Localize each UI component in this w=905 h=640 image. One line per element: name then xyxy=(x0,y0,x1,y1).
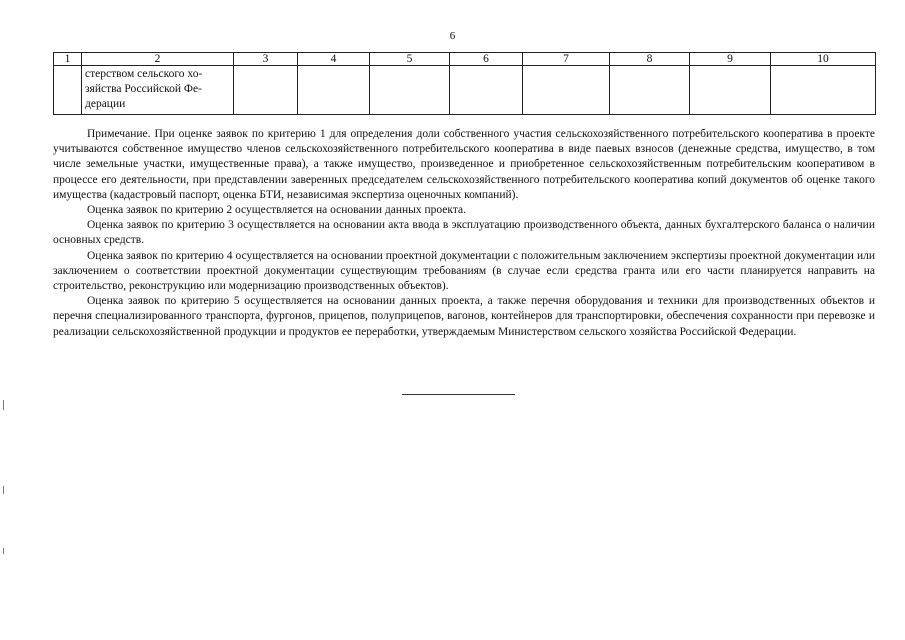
note-paragraph-criterion-4: Оценка заявок по критерию 4 осуществляется на основании проектной документации с положительным заключением экспертизы проектной документации или заключением о соответствии проектной документации существующим требованиям (в случае если средства гранта или его части планируется направить на строительство, реконструкцию или модернизацию производственных объектов). xyxy=(53,249,875,293)
note-paragraph-criterion-1: Примечание. При оценке заявок по критерию 1 для определения доли собственного участия сельскохозяйственного потребительского кооператива в проекте учитываются собственное имущество членов сельскохозяйственного потребительского кооператива в виде паевых взносов (денежные средства, имущество, в том числе земельные участки, имущественные права), а также имущество, произведенное и приобретенное сельскохозяйственным потребительским кооперативом в процессе его деятельности, при представлении заверенных председателем сельскохозяйственного потребительского кооператива копий документов об оценке такого имущества (кадастровый паспорт, оценка БТИ, независимая экспертиза оценочных компаний). xyxy=(53,128,875,201)
column-header: 2 xyxy=(82,53,234,66)
column-header: 9 xyxy=(690,53,771,66)
cell-line: стерством сельского хо- xyxy=(85,68,203,80)
note-paragraph-criterion-3: Оценка заявок по критерию 3 осуществляется на основании акта ввода в эксплуатацию производственного объекта, данных бухгалтерского баланса о наличии основных средств. xyxy=(53,219,875,247)
table-cell xyxy=(54,66,82,115)
scan-margin-mark xyxy=(3,486,4,494)
table-cell xyxy=(370,66,450,115)
column-header: 6 xyxy=(450,53,523,66)
criteria-table xyxy=(53,52,876,115)
table-header-row xyxy=(54,53,876,66)
table-cell xyxy=(298,66,370,115)
column-header: 1 xyxy=(54,53,82,66)
notes-section xyxy=(53,127,875,340)
table-cell xyxy=(234,66,298,115)
table-cell-criterion-text xyxy=(82,66,234,115)
table-cell xyxy=(523,66,610,115)
column-header: 5 xyxy=(370,53,450,66)
table-cell xyxy=(690,66,771,115)
table-cell xyxy=(450,66,523,115)
column-header: 8 xyxy=(610,53,690,66)
note-paragraph-criterion-2: Оценка заявок по критерию 2 осуществляется на основании данных проекта. xyxy=(87,204,466,217)
table-cell xyxy=(771,66,876,115)
column-header: 3 xyxy=(234,53,298,66)
column-header: 10 xyxy=(771,53,876,66)
table-cell xyxy=(610,66,690,115)
cell-line: зяйства Российской Фе- xyxy=(85,83,202,95)
end-divider-line xyxy=(402,394,515,395)
scan-margin-mark xyxy=(3,548,4,554)
table-row xyxy=(54,66,876,115)
column-header: 7 xyxy=(523,53,610,66)
column-header: 4 xyxy=(298,53,370,66)
page-number: 6 xyxy=(449,30,456,42)
note-paragraph-criterion-5: Оценка заявок по критерию 5 осуществляется на основании данных проекта, а также перечня оборудования и техники для производственных объектов и перечня специализированного транспорта, фургонов, прицепов, полуприцепов, вагонов, контейнеров для транспортировки, обеспечения сохранности при перевозке и реализации сельскохозяйственной продукции и продуктов ее переработки, утверждаемым Министерством сельского хозяйства Российской Федерации. xyxy=(53,295,875,338)
cell-line: дерации xyxy=(85,98,126,110)
scan-margin-mark xyxy=(3,400,4,410)
